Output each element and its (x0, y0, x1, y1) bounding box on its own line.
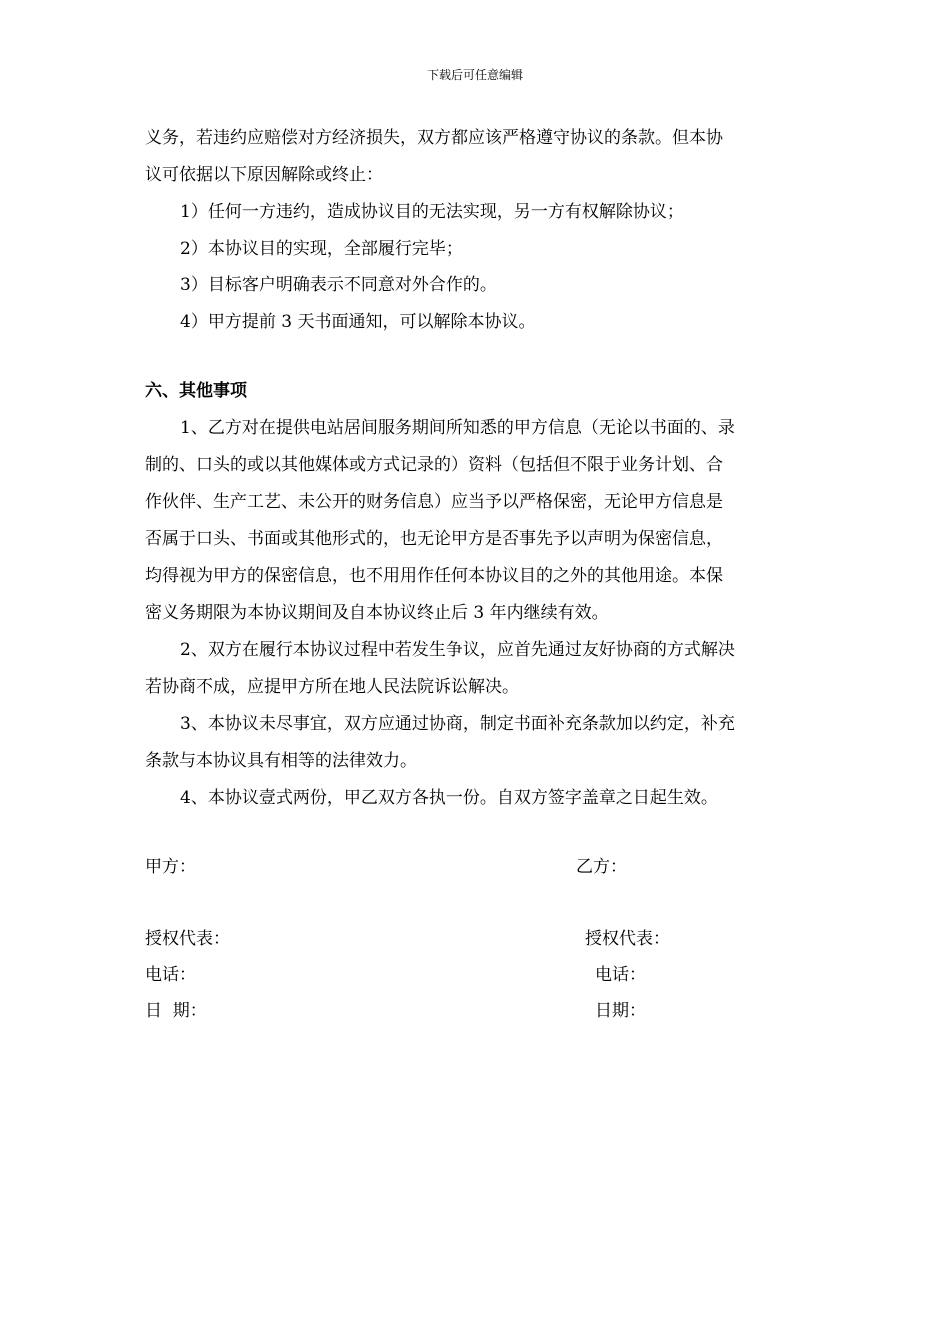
party-b-phone: 电话： (595, 965, 646, 985)
continuation-line-2: 议可依据以下原因解除或终止： (145, 165, 383, 185)
party-a-date: 日 期： (145, 1001, 207, 1021)
party-a-rep: 授权代表： (145, 929, 230, 949)
clause-2-line-1: 2、双方在履行本协议过程中若发生争议，应首先通过友好协商的方式解决 (180, 640, 735, 660)
clause-1-line-2: 制的、口头的或以其他媒体或方式记录的）资料（包括但不限于业务计划、合 (145, 455, 723, 475)
termination-item-3: 3）目标客户明确表示不同意对外合作的。 (180, 275, 497, 295)
party-b-rep: 授权代表： (585, 929, 670, 949)
party-a-label: 甲方： (145, 857, 196, 877)
clause-1-line-6: 密义务期限为本协议期间及自本协议终止后 3 年内继续有效。 (145, 603, 609, 623)
continuation-line-1: 义务，若违约应赔偿对方经济损失，双方都应该严格遵守协议的条款。但本协 (145, 128, 723, 148)
party-a-phone: 电话： (145, 965, 196, 985)
clause-2-line-2: 若协商不成，应提甲方所在地人民法院诉讼解决。 (145, 677, 519, 697)
clause-3-line-1: 3、本协议未尽事宜，双方应通过协商，制定书面补充条款加以约定，补充 (180, 714, 735, 734)
clause-1-line-3: 作伙伴、生产工艺、未公开的财务信息）应当予以严格保密，无论甲方信息是 (145, 492, 723, 512)
clause-4-line-1: 4、本协议壹式两份，甲乙双方各执一份。自双方签字盖章之日起生效。 (180, 788, 718, 808)
termination-item-1: 1）任何一方违约，造成协议目的无法实现，另一方有权解除协议； (180, 202, 684, 222)
clause-1-line-5: 均得视为甲方的保密信息，也不用用作任何本协议目的之外的其他用途。本保 (145, 566, 723, 586)
clause-3-line-2: 条款与本协议具有相等的法律效力。 (145, 751, 417, 771)
clause-1-line-1: 1、乙方对在提供电站居间服务期间所知悉的甲方信息（无论以书面的、录 (180, 418, 735, 438)
clause-1-line-4: 否属于口头、书面或其他形式的，也无论甲方是否事先予以声明为保密信息， (145, 529, 723, 549)
party-b-label: 乙方： (576, 857, 627, 877)
page-header: 下载后可任意编辑 (426, 68, 523, 82)
termination-item-4: 4）甲方提前 3 天书面通知，可以解除本协议。 (180, 312, 536, 332)
termination-item-2: 2）本协议目的实现，全部履行完毕； (180, 239, 463, 259)
section-heading: 六、其他事项 (145, 381, 247, 401)
party-b-date: 日期： (595, 1001, 646, 1021)
